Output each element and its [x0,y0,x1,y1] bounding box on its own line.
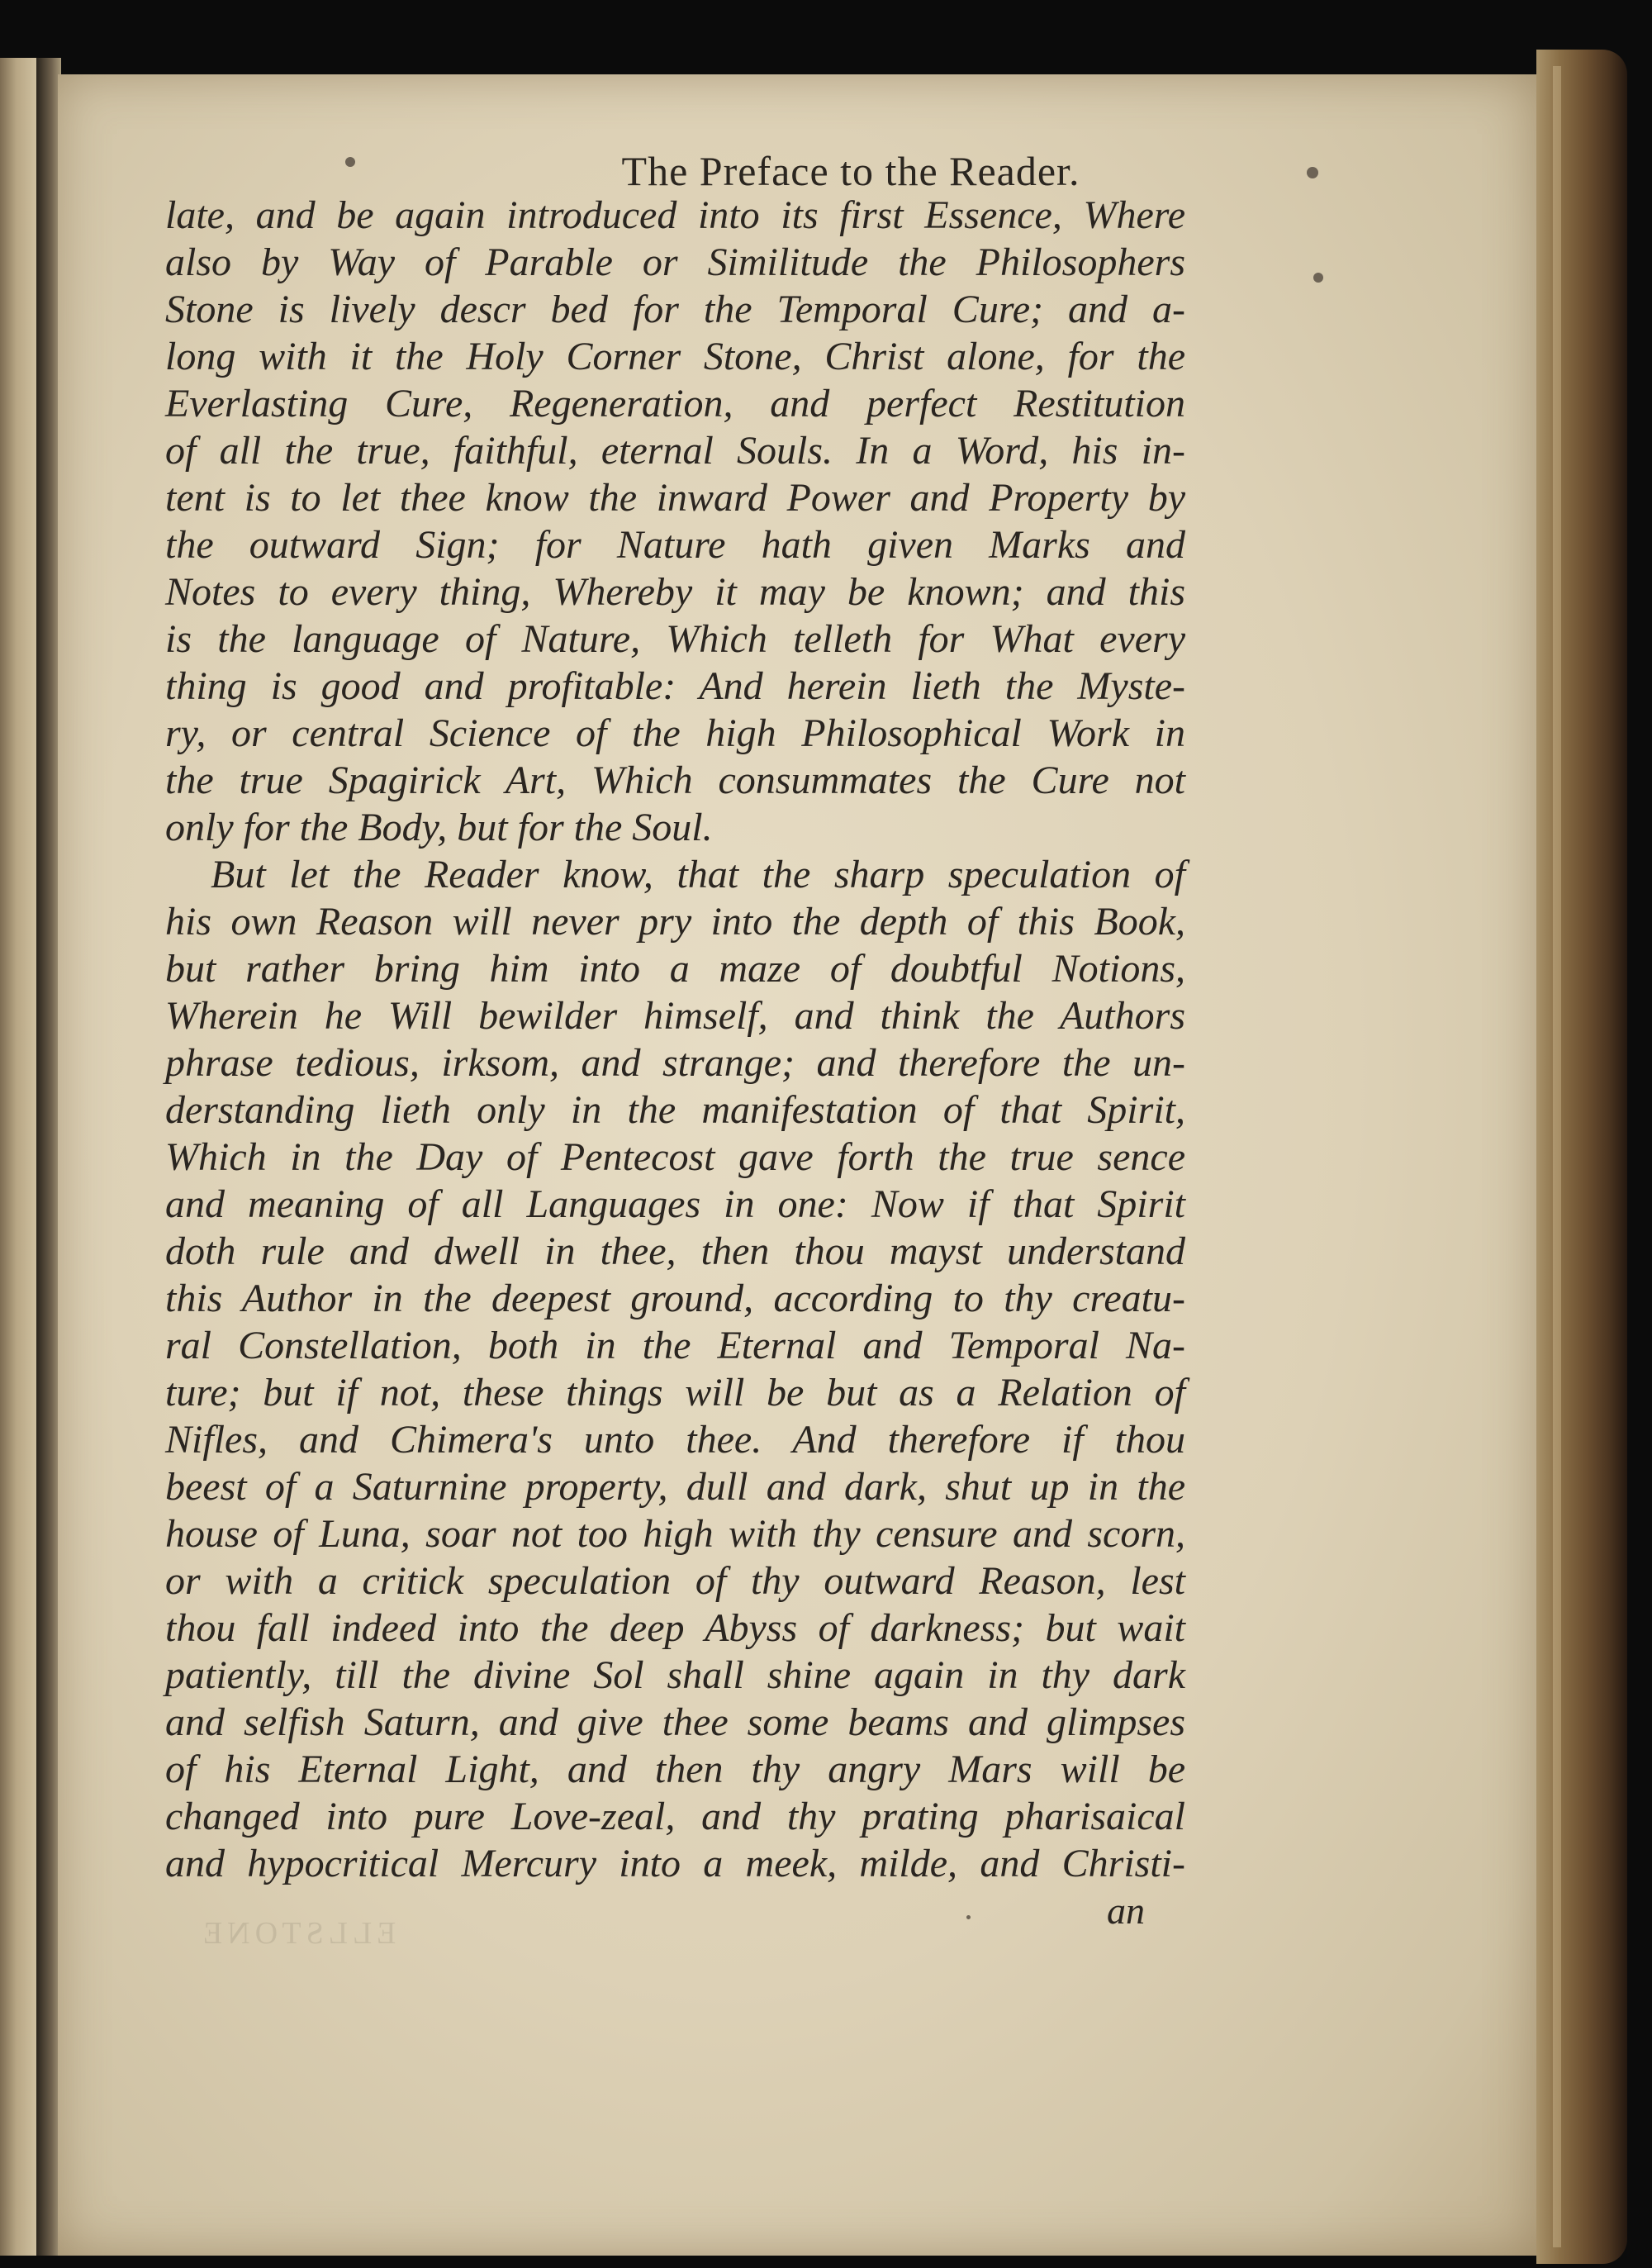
text-line: and meaning of all Languages in one: Now if that Spirit [165,1182,1185,1226]
running-header [0,147,1652,195]
running-header-text: The Preface to the Reader. [621,148,1080,194]
text-line: the true Spagirick Art, Which consummates the Cure not [165,758,1185,802]
text-line: doth rule and dwell in thee, then thou mayst understand [165,1229,1185,1273]
text-line: Wherein he Will bewilder himself, and think the Authors [165,994,1185,1038]
text-line: long with it the Holy Corner Stone, Christ alone, for the [165,335,1185,378]
ink-speck [1307,167,1318,178]
text-line: the outward Sign; for Nature hath given Marks and [165,523,1185,567]
text-line: also by Way of Parable or Similitude the Philosophers [165,240,1185,284]
text-line: Notes to every thing, Whereby it may be known; and this [165,570,1185,614]
text-line: is the language of Nature, Which telleth for What every [165,617,1185,661]
body-text [165,192,1185,1887]
text-line: and hypocritical Mercury into a meek, milde, and Christi- [165,1842,1185,1885]
paragraph-start-line: But let the Reader know, that the sharp speculation of [211,853,1185,896]
text-line: changed into pure Love-zeal, and thy prating pharisaical [165,1795,1185,1838]
text-line: and selfish Saturn, and give thee some beams and glimpses [165,1700,1185,1744]
text-line: house of Luna, soar not too high with thy censure and scorn, [165,1512,1185,1556]
text-line: ture; but if not, these things will be but as a Relation of [165,1371,1185,1415]
text-line: ry, or central Science of the high Philosophical Work in [165,711,1185,755]
text-line: late, and be again introduced into its first Essence, Where [165,193,1185,237]
text-line: derstanding lieth only in the manifestation of that Spirit, [165,1088,1185,1132]
text-line: Stone is lively descr bed for the Temporal Cure; and a- [165,288,1185,331]
show-through-text: ELLSTONE [198,1916,396,1951]
text-line: beest of a Saturnine property, dull and dark, shut up in the [165,1465,1185,1509]
ink-speck [1313,273,1323,283]
binding-edge [1536,50,1627,2264]
text-line: thing is good and profitable: And herein lieth the Myste- [165,664,1185,708]
text-line: only for the Body, but for the Soul. [165,806,713,849]
text-line: patiently, till the divine Sol shall shine again in thy dark [165,1653,1185,1697]
page-edges [1553,66,1561,2247]
text-line: Everlasting Cure, Regeneration, and perfect Restitution [165,382,1185,426]
text-line: Nifles, and Chimera's unto thee. And therefore if thou [165,1418,1185,1462]
catchword: an [1107,1890,1145,1932]
ink-speck [966,1915,971,1919]
text-line: phrase tedious, irksom, and strange; and therefore the un- [165,1041,1185,1085]
text-line: Which in the Day of Pentecost gave forth the true sence [165,1135,1185,1179]
text-line: tent is to let thee know the inward Power and Property by [165,476,1185,520]
text-line: of his Eternal Light, and then thy angry Mars will be [165,1747,1185,1791]
ink-speck [345,157,355,167]
text-line: this Author in the deepest ground, according to thy creatu- [165,1277,1185,1320]
text-line: or with a critick speculation of thy outward Reason, lest [165,1559,1185,1603]
text-line: of all the true, faithful, eternal Souls. In a Word, his in- [165,429,1185,473]
text-line: ral Constellation, both in the Eternal and Temporal Na- [165,1324,1185,1367]
text-line: thou fall indeed into the deep Abyss of darkness; but wait [165,1606,1185,1650]
text-line: his own Reason will never pry into the depth of this Book, [165,900,1185,944]
text-line: but rather bring him into a maze of doubtful Notions, [165,947,1185,991]
facing-page-edge [0,58,39,2256]
